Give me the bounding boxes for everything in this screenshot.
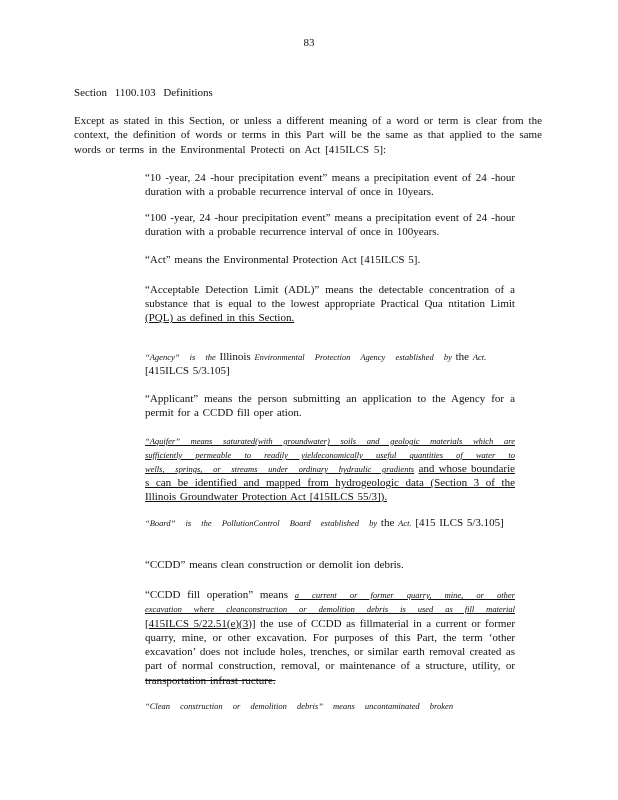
board-italic-1: “Board” is the PollutionControl Board established by xyxy=(145,518,378,528)
ccdd-fill-italic-text: a current or former quarry, mine, or other excavation where cleanconstruction or demolition debris is used as fill material xyxy=(145,590,515,615)
adl-text: “Acceptable Detection Limit (ADL)” means the detectable concentration of a substance that is equal to the lowest appropriate Practical Qua ntitation Limit xyxy=(145,284,515,310)
definition-ccdd-fill-operation xyxy=(145,588,515,688)
definition-act: “Act” means the Environmental Protection Act [415ILCS 5]. xyxy=(145,254,421,266)
definition-adl xyxy=(145,283,515,325)
definition-clean-construction xyxy=(145,699,515,713)
clean-construction-italic: “Clean construction or demolition debris” means uncontaminated broken xyxy=(145,701,454,711)
board-word-the: the xyxy=(380,517,395,529)
adl-inserted-text: (PQL) as defined in this Section. xyxy=(145,312,295,324)
definition-agency xyxy=(145,350,515,378)
aquifer-inserted-text: and whose boundarie s can be identified and mapped from hydrogeologic data (Section 3 of the Illinois Groundwater Protection Act [415ILCS 55/3]). xyxy=(145,463,516,503)
definition-ccdd: “CCDD” means clean construction or demolit ion debris. xyxy=(145,559,404,571)
definition-board xyxy=(145,516,515,530)
definition-aquifer xyxy=(145,434,515,504)
agency-italic-act: Act. xyxy=(472,352,487,362)
agency-italic-2: Environmental Protection Agency established by xyxy=(254,352,452,362)
aquifer-italic-text: “Aquifer” means saturated(with groundwater) soils and geologic materials which are sufficiently permeable to readily yieldeconomically useful quantities of water to wells, springs, or streams under ordinary hydraulic gradients xyxy=(145,436,515,474)
page-number: 83 xyxy=(303,37,315,49)
agency-word-the: the xyxy=(455,351,470,363)
agency-italic-1: “Agency” is the xyxy=(145,352,216,362)
section-heading: Section 1100.103 Definitions xyxy=(74,87,213,99)
definition-applicant: “Applicant” means the person submitting an application to the Agency for a permit for a CCDD fill oper ation. xyxy=(145,393,515,419)
ccdd-fill-term: “CCDD fill operation” means xyxy=(145,589,288,601)
definition-10-year-storm: “10 -year, 24 -hour precipitation event” means a precipitation event of 24 -hour duration with a probable recurrence interval of once in 10years. xyxy=(145,172,515,198)
ccdd-fill-citation: [415ILCS 5/22.51(e)(3)] xyxy=(145,617,256,630)
ccdd-fill-body: the use of CCDD as fillmaterial in a current or former quarry, mine, or other excavation. For purposes of this Part, the term ‘other excavation’ does not include holes, trenches, or similar earth removal created as part of normal construction, removal, or maintenance of a structure, utility, or xyxy=(145,617,515,673)
agency-citation: [415ILCS 5/3.105] xyxy=(145,365,230,377)
board-italic-act: Act. xyxy=(398,518,412,528)
board-citation: [415 ILCS 5/3.105] xyxy=(415,517,504,529)
intro-paragraph: Except as stated in this Section, or unless a different meaning of a word or term is clear from the context, the definition of words or terms in this Part will be the same as that applied to the same words or terms in the Environmental Protecti on Act [415ILCS 5]: xyxy=(74,115,542,156)
definition-100-year-storm: “100 -year, 24 -hour precipitation event” means a precipitation event of 24 -hour duration with a probable recurrence interval of once in 100years. xyxy=(145,212,515,238)
agency-word-illinois: Illinois xyxy=(219,351,251,363)
ccdd-fill-struck-text: transportation infrast ructure. xyxy=(145,674,276,687)
